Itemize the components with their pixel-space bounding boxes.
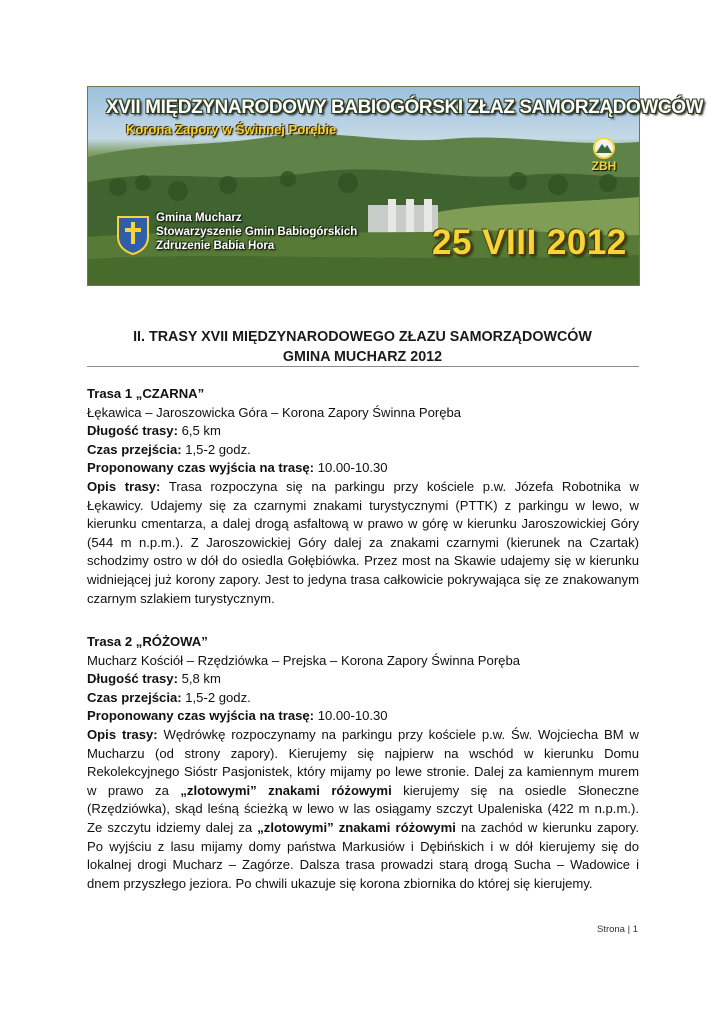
route-title: Trasa 1 „CZARNA” <box>87 386 205 401</box>
heading-line: II. TRASY XVII MIĘDZYNARODOWEGO ZŁAZU SAMORZĄDOWCÓW <box>133 329 592 345</box>
duration-value: 1,5-2 godz. <box>185 689 251 705</box>
description-text: Wędrówkę rozpoczynamy na parkingu przy kościele p.w. Św. Wojciecha BM w Mucharzu (od strony zapory). Kierujemy się najpierw na wschód w kierunku Domu Rekolekcyjnego Sióstr Pasjonistek, który mijamy po lewe stronie. Dalej za kamiennym murem w prawo za <box>87 726 639 798</box>
mountain-icon <box>593 137 615 159</box>
duration-label: Czas przejścia: <box>87 441 182 457</box>
route-duration <box>87 441 639 460</box>
departure-label: Proponowany czas wyjścia na trasę: <box>87 460 315 476</box>
trail-marker-text: „zlotowymi” znakami różowymi <box>257 819 456 835</box>
length-value: 5,8 km <box>181 671 221 687</box>
description-text: na zachód w kierunku zapory. Po wyjściu z lasu mijamy domy państwa Markusiów i Dębińskich i w dół kierujemy się do lokalnej drogi Mucharz – Zagórze. Dalsza trasa prowadzi starą drogą Sucha – Wadowice i dnem przyszłego jeziora. Po chwili ukazuje się korona zbiornika do której się kierujemy. <box>87 819 640 891</box>
organizer-line: Stowarzyszenie Gmin Babiogórskich <box>156 226 358 238</box>
document-heading <box>87 327 638 367</box>
organizers <box>156 211 357 253</box>
heading-line: GMINA MUCHARZ 2012 <box>282 349 443 365</box>
duration-value: 1,5-2 godz. <box>185 441 251 457</box>
banner-title: XVII MIĘDZYNARODOWY BABIOGÓRSKI ZŁAZ SAMORZĄDOWCÓW <box>106 97 704 118</box>
duration-label: Czas przejścia: <box>87 689 182 705</box>
zbh-logo-text: ZBH <box>591 159 617 173</box>
route-title: Trasa 2 „RÓŻOWA” <box>87 634 208 649</box>
route-path: Mucharz Kościół – Rzędziówka – Prejska – Korona Zapory Świnna Poręba <box>87 652 521 668</box>
departure-value: 10.00-10.30 <box>317 708 388 724</box>
description-text: kierujemy się na osiedle Słoneczne (Rzędziówka), skąd leśną ścieżką w lewo w las osiągamy szczyt Upaleniska (422 m n.p.m.). Ze szczytu idziemy dalej za <box>87 782 639 835</box>
heading-divider <box>87 366 639 367</box>
event-date: 25 VIII 2012 <box>432 223 627 262</box>
zbh-logo <box>586 137 622 179</box>
description-label: Opis trasy: <box>87 478 161 494</box>
length-value: 6,5 km <box>181 423 221 439</box>
departure-value: 10.00-10.30 <box>317 460 388 476</box>
route-duration <box>87 689 639 708</box>
route-description <box>87 478 639 608</box>
page-number: Strona | 1 <box>596 924 638 935</box>
route-section-2 <box>87 633 639 893</box>
route-departure <box>87 707 639 726</box>
length-label: Długość trasy: <box>87 423 178 439</box>
coat-of-arms-icon <box>116 215 150 255</box>
route-path: Łękawica – Jaroszowicka Góra – Korona Zapory Świnna Poręba <box>87 404 462 420</box>
route-description <box>87 726 639 893</box>
description-text: Trasa rozpoczyna się na parkingu przy kościele p.w. Józefa Robotnika w Łękawicy. Udajemy się za czarnymi znakami turystycznymi (PTTK) z parkingu w lewo, w kierunku cmentarza, a dalej drogą asfaltową w prawo w górę w kierunku Jaroszowickiej Góry (544 m n.p.m.). Z Jaroszowickiej Góry dalej za znakami czarnymi (kierunek na Czartak) schodzimy ostro w dół do osiedla Gołębiówka. Przez most na Skawie udajemy się w kierunku widniejącej już korony zapory. Jest to jedyna trasa całkowicie pokrywająca się ze znakowanym czarnym szlakiem turystycznym. <box>87 478 639 606</box>
route-departure <box>87 459 639 478</box>
departure-label: Proponowany czas wyjścia na trasę: <box>87 708 315 724</box>
event-banner <box>87 86 704 286</box>
length-label: Długość trasy: <box>87 671 178 687</box>
route-length <box>87 422 639 441</box>
description-label: Opis trasy: <box>87 726 158 742</box>
organizer-line: Gmina Mucharz <box>156 212 242 224</box>
route-length <box>87 670 639 689</box>
trail-marker-text: „zlotowymi” znakami różowymi <box>180 782 392 798</box>
route-section-1 <box>87 385 639 608</box>
organizer-line: Zdruzenie Babia Hora <box>156 240 275 252</box>
banner-subtitle: Korona Zapory w Świnnej Porębie <box>126 122 337 137</box>
